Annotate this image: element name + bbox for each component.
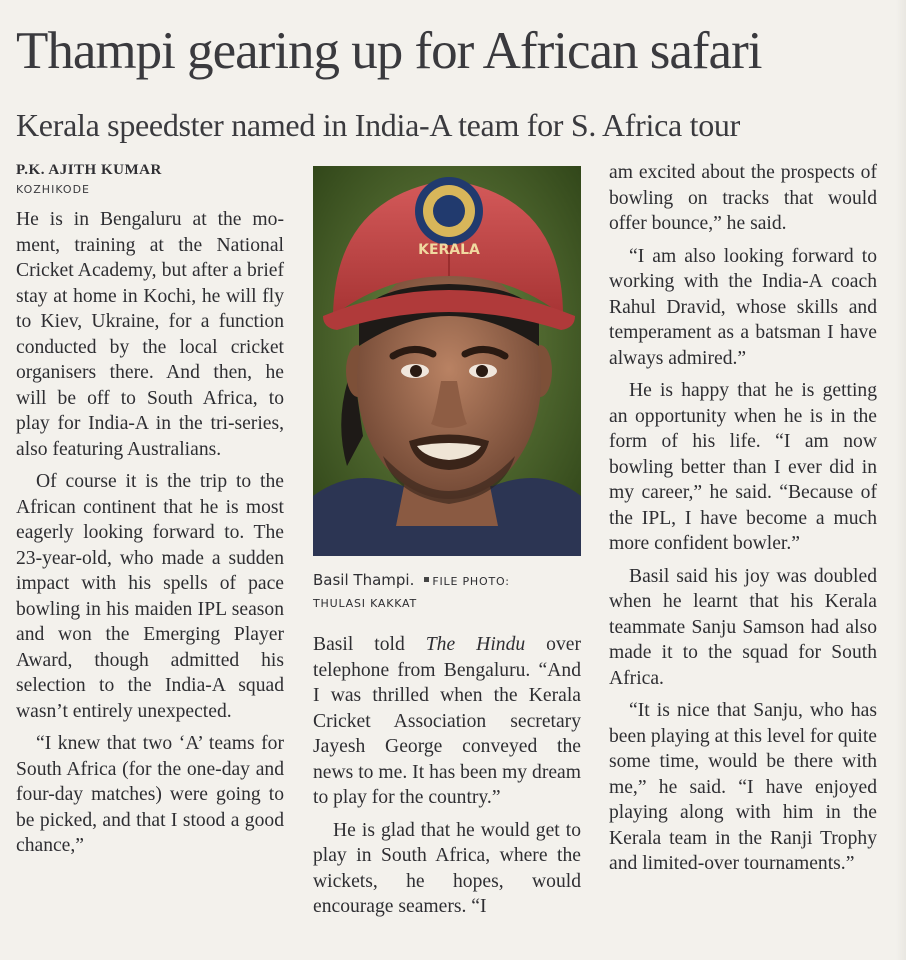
paragraph: “It is nice that Sanju, who has been playing at this level for quite some time, would be there with me,” he said. “I have enjoyed playing along with him in the Kerala team in the Ranji Trophy and limited-over tournaments.” <box>609 700 877 874</box>
article-column-3 <box>609 160 877 884</box>
paragraph: Of course it is the trip to the African continent that he is most eagerly looking forward to. The 23-year-old, who made a sudden impact with his spells of pace bowling in his maiden IPL season and won the Emerging Player Award, though admitted his selection to the India-A squad wasn’t entirely unexpected. <box>16 471 284 722</box>
caption-photographer: THULASI KAKKAT <box>313 597 418 610</box>
paragraph: “I knew that two ‘A’ teams for South Africa (for the one-day and four-day matches) were going to be picked, and that I stood a good chance,” <box>16 733 284 856</box>
dateline: KOZHIKODE <box>16 183 91 196</box>
headline: Thampi gearing up for African safari <box>16 22 762 80</box>
caption-credit: FILE PHOTO: <box>432 575 510 588</box>
page-edge <box>896 0 906 960</box>
square-bullet-icon <box>424 577 429 582</box>
portrait-illustration <box>313 166 581 556</box>
article-column-2 <box>313 632 581 927</box>
publication-name: The Hindu <box>425 634 526 655</box>
paragraph: He is happy that he is getting an opportunity when he is in the form of his life. “I am now bowling better than I ever did in my career,” he said. “Because of the IPL, I have become a much more confident bowler.” <box>609 380 877 554</box>
portrait-photo <box>313 166 581 556</box>
cap-lettering: KERALA <box>418 242 480 258</box>
paragraph: Basil said his joy was doubled when he learnt that his Kerala teammate Sanju Samson had also made it to the squad for South Africa. <box>609 565 877 689</box>
paragraph: am excited about the prospects of bowling on tracks that would offer bounce,” he said. <box>609 162 877 234</box>
caption-name: Basil Thampi. <box>313 571 415 589</box>
paragraph <box>313 632 581 811</box>
paragraph-text: Basil told <box>313 634 426 655</box>
subheadline: Kerala speedster named in India-A team for S. Africa tour <box>16 107 740 143</box>
paragraph: He is in Bengaluru at the moment, training at the National Cricket Academy, but after a brief stay at home in Kochi, he will fly to Kiev, Ukraine, for a function conducted by the local cricket organisers there. And then, he will be off to South Africa, to play for India-A in the tri-series, also featuring Australians. <box>16 209 284 460</box>
paragraph: He is glad that he would get to play in South Africa, where the wickets, he hopes, would encourage seamers. “I <box>313 819 581 917</box>
article-column-1 <box>16 207 284 866</box>
photo-caption <box>313 570 581 610</box>
paragraph-text: over telephone from Bengaluru. “And I was thrilled when the Kerala Cricket Association secretary Jayesh George conveyed the news to me. It has been my dream to play for the country.” <box>313 634 581 808</box>
byline: P.K. AJITH KUMAR <box>16 162 162 178</box>
paragraph: “I am also looking forward to working with the India-A coach Rahul Dravid, whose skills and temperament as a batsman I have always admired.” <box>609 245 877 369</box>
